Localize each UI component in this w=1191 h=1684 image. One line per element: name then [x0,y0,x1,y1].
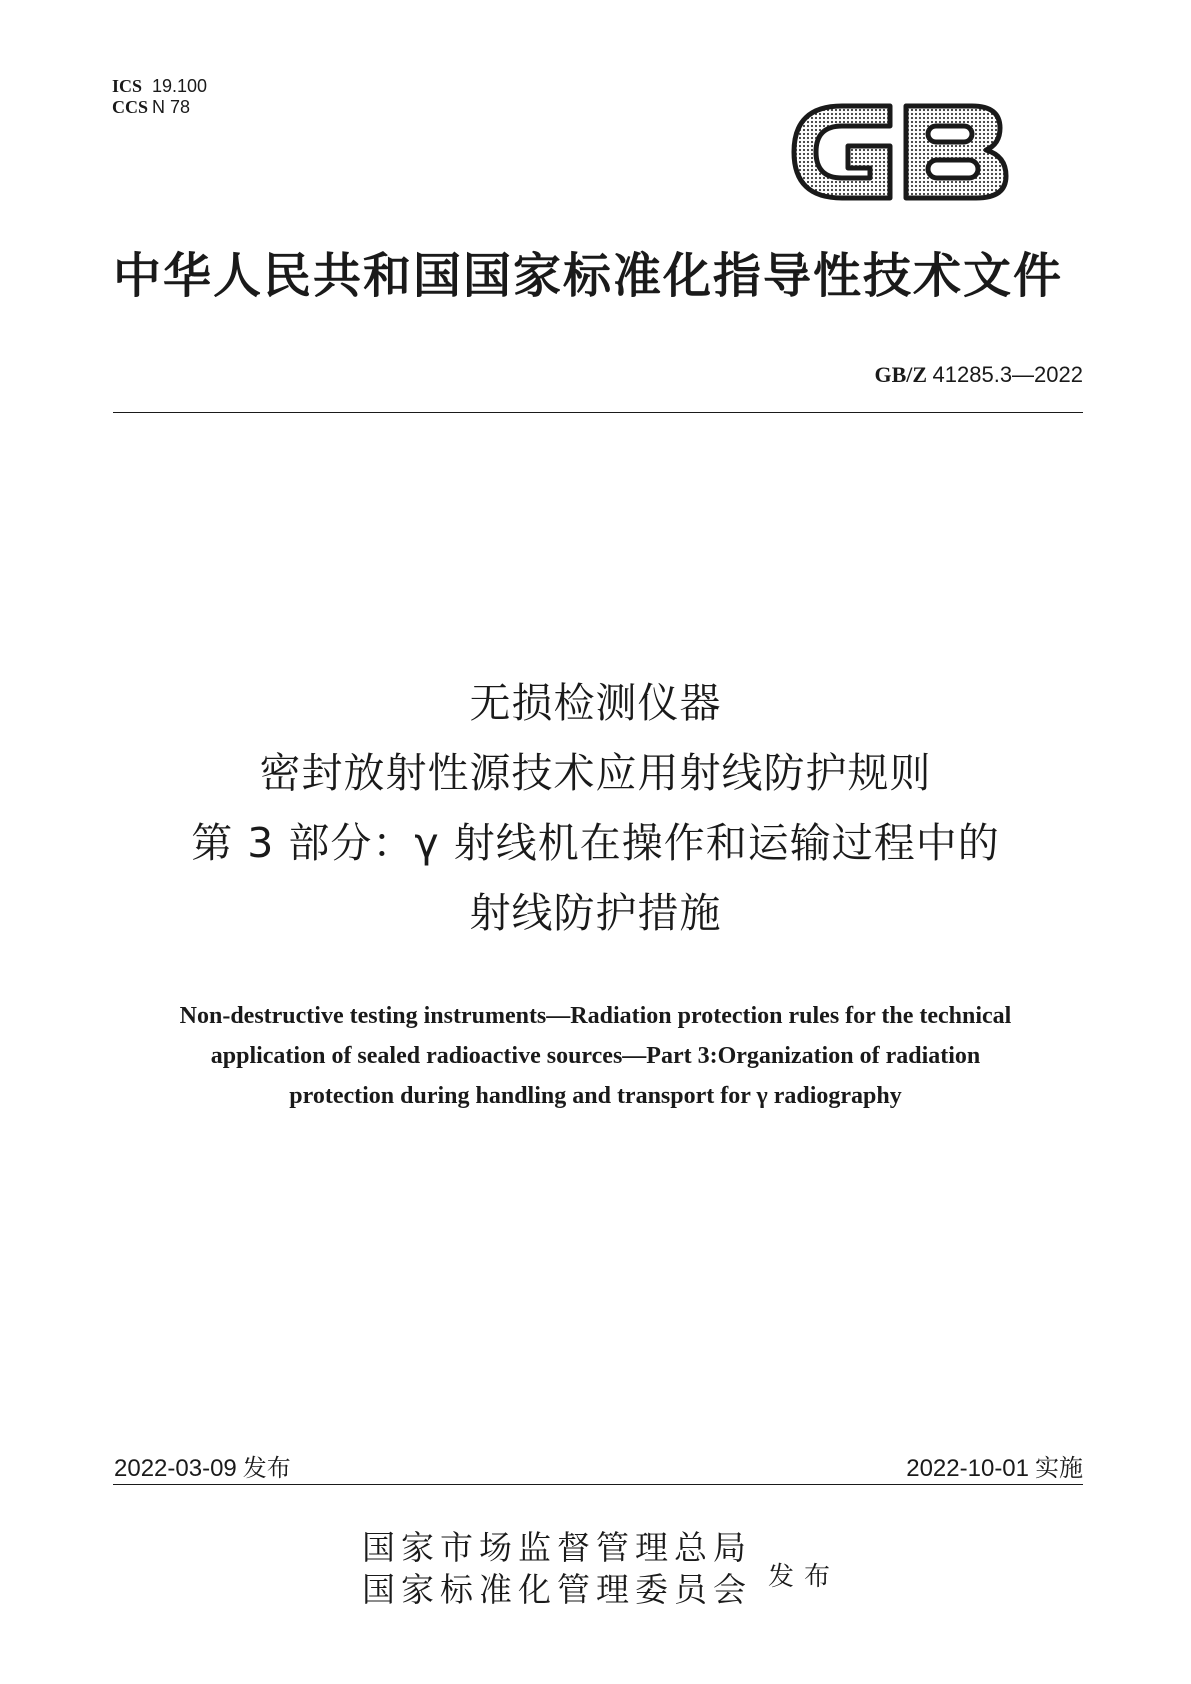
chinese-title-line: 第 3 部分：γ 射线机在操作和运输过程中的 [191,819,1000,867]
release-date-value: 2022-03-09 [114,1455,237,1482]
header-divider [113,412,1083,413]
issuer-name: 国家市场监督管理总局 [362,1528,752,1567]
implementation-date-value: 2022-10-01 [906,1455,1029,1482]
chinese-title [0,668,1191,948]
classification-codes [112,76,207,118]
english-title-line: protection during handling and transport for γ radiography [289,1083,902,1109]
english-title-line: application of sealed radioactive sources—Part 3:Organization of radiation [210,1043,981,1069]
standard-prefix: GB/Z [874,362,928,387]
issue-label: 发布 [768,1562,841,1592]
chinese-title-line: 密封放射性源技术应用射线防护规则 [259,749,932,797]
implementation-date [906,1448,1083,1483]
issuer-name: 国家标准化管理委员会 [362,1570,752,1609]
standard-number-value: 41285.3—2022 [932,362,1083,387]
gb-logo [786,88,1014,216]
release-label: 发布 [242,1454,291,1482]
ics-label: ICS [112,76,143,96]
ics-value: 19.100 [152,76,208,96]
footer-divider [113,1484,1083,1485]
chinese-title-line: 射线防护措施 [469,889,722,937]
english-title-line: Non-destructive testing instruments—Radiation protection rules for the technical [179,1003,1012,1029]
issuing-authorities [362,1527,752,1611]
standard-number [874,362,1083,388]
document-type-heading: 中华人民共和国国家标准化指导性技术文件 [113,248,1064,304]
chinese-title-line: 无损检测仪器 [469,679,722,727]
ics-code [112,76,207,97]
ccs-value: N 78 [152,97,191,117]
ccs-label: CCS [112,97,149,117]
english-title [0,996,1191,1116]
implementation-label: 实施 [1035,1454,1083,1482]
ccs-code [112,97,207,118]
release-date [114,1448,291,1483]
